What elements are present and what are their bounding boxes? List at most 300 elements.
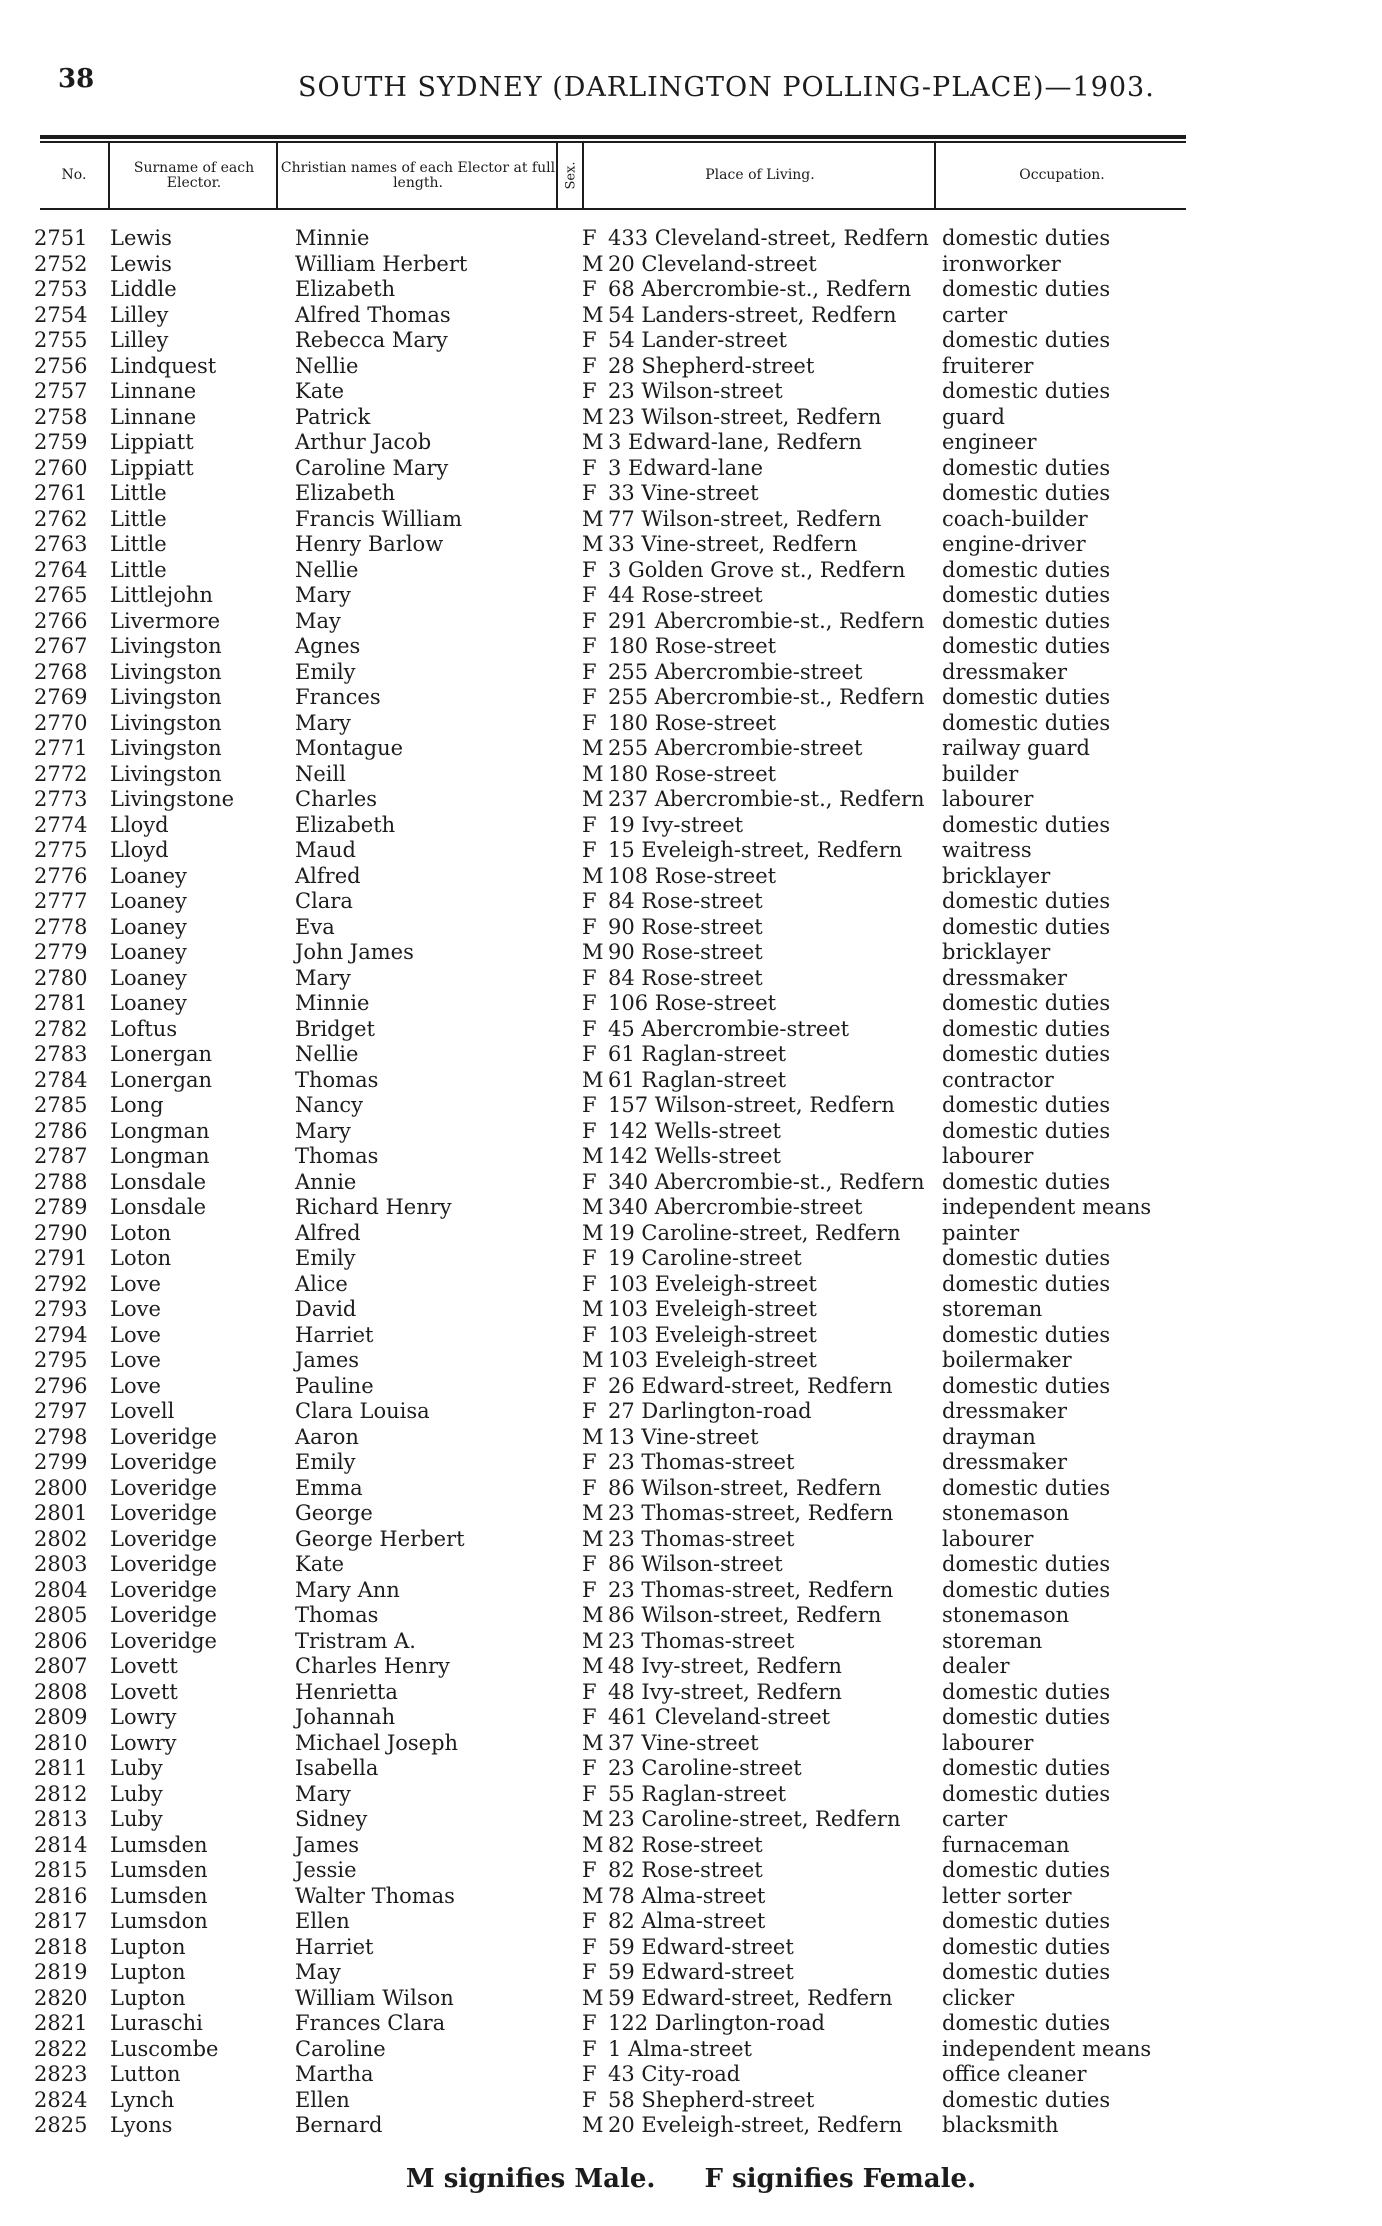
elector-christian-names: Kate	[295, 1552, 345, 1576]
elector-place: 15 Eveleigh-street, Redfern	[608, 838, 903, 862]
elector-occupation: engine-driver	[942, 532, 1086, 556]
elector-christian-names: Mary	[295, 1781, 351, 1806]
elector-place: 23 Caroline-street	[608, 1756, 802, 1780]
table-row	[0, 711, 1382, 737]
elector-place: 86 Wilson-street, Redfern	[608, 1475, 882, 1500]
elector-occupation: clicker	[942, 1985, 1015, 2010]
elector-sex: F	[582, 226, 597, 250]
elector-occupation: domestic duties	[942, 1934, 1111, 1959]
elector-surname: Loveridge	[110, 1552, 217, 1576]
elector-occupation: domestic duties	[942, 277, 1111, 301]
elector-number: 2781	[34, 991, 88, 1015]
elector-christian-names: Caroline	[295, 2036, 386, 2061]
elector-place: 86 Wilson-street, Redfern	[608, 1603, 882, 1627]
table-row	[0, 915, 1382, 941]
elector-occupation: dressmaker	[942, 1399, 1068, 1423]
table-row	[0, 583, 1382, 609]
table-row	[0, 354, 1382, 380]
elector-christian-names: Clara	[295, 889, 353, 913]
elector-place: 45 Abercrombie-street	[608, 1016, 850, 1041]
elector-place: 68 Abercrombie-st., Redfern	[608, 277, 912, 301]
elector-place: 433 Cleveland-street, Redfern	[608, 226, 929, 250]
elector-surname: Loveridge	[110, 1501, 217, 1525]
elector-occupation: storeman	[942, 1297, 1043, 1321]
elector-sex: M	[582, 1297, 604, 1321]
table-row	[0, 456, 1382, 482]
table-row	[0, 1603, 1382, 1629]
elector-occupation: domestic duties	[942, 1118, 1111, 1143]
elector-christian-names: James	[295, 1832, 360, 1857]
elector-place: 84 Rose-street	[608, 889, 763, 913]
table-row	[0, 940, 1382, 966]
elector-number: 2799	[34, 1450, 88, 1474]
table-row	[0, 1552, 1382, 1578]
elector-number: 2782	[34, 1016, 88, 1041]
elector-place: 340 Abercrombie-st., Redfern	[608, 1169, 925, 1194]
elector-number: 2775	[34, 838, 88, 862]
elector-place: 23 Wilson-street	[608, 379, 783, 403]
elector-number: 2758	[34, 404, 88, 429]
elector-number: 2788	[34, 1169, 88, 1194]
elector-surname: Loveridge	[110, 1450, 217, 1474]
elector-place: 255 Abercrombie-st., Redfern	[608, 685, 925, 709]
table-row	[0, 558, 1382, 584]
elector-place: 90 Rose-street	[608, 940, 763, 964]
elector-number: 2790	[34, 1220, 88, 1245]
elector-christian-names: Michael Joseph	[295, 1730, 459, 1755]
elector-christian-names: Isabella	[295, 1756, 379, 1780]
elector-number: 2806	[34, 1628, 88, 1653]
elector-number: 2756	[34, 353, 88, 378]
elector-occupation: carter	[942, 1807, 1008, 1831]
elector-place: 43 City-road	[608, 2062, 741, 2086]
table-row	[0, 430, 1382, 456]
elector-place: 23 Thomas-street	[608, 1450, 795, 1474]
elector-place: 20 Eveleigh-street, Redfern	[608, 2113, 903, 2137]
elector-sex: F	[582, 379, 597, 403]
elector-christian-names: Nancy	[295, 1093, 364, 1117]
elector-surname: Lewis	[110, 226, 172, 250]
elector-occupation: engineer	[942, 430, 1037, 454]
elector-surname: Lloyd	[110, 838, 169, 862]
elector-occupation: domestic duties	[942, 455, 1111, 480]
elector-sex: F	[582, 1705, 597, 1729]
elector-sex: M	[582, 251, 604, 276]
table-row	[0, 966, 1382, 992]
elector-occupation: domestic duties	[942, 2087, 1111, 2112]
elector-number: 2762	[34, 506, 88, 531]
elector-place: 13 Vine-street	[608, 1424, 759, 1449]
elector-sex: M	[582, 1603, 604, 1627]
elector-place: 180 Rose-street	[608, 634, 777, 658]
elector-sex: F	[582, 965, 597, 990]
elector-surname: Loaney	[110, 965, 187, 990]
elector-christian-names: Aaron	[295, 1424, 359, 1449]
elector-occupation: boilermaker	[942, 1348, 1072, 1372]
table-row	[0, 379, 1382, 405]
elector-christian-names: Alfred Thomas	[295, 302, 451, 327]
elector-surname: Lonergan	[110, 1042, 213, 1066]
elector-occupation: domestic duties	[942, 1909, 1111, 1933]
elector-occupation: domestic duties	[942, 710, 1111, 735]
elector-occupation: domestic duties	[942, 1858, 1111, 1882]
elector-sex: M	[582, 302, 604, 327]
elector-occupation: domestic duties	[942, 991, 1111, 1015]
elector-place: 82 Rose-street	[608, 1858, 763, 1882]
elector-christian-names: Henry Barlow	[295, 532, 444, 556]
elector-christian-names: Jessie	[295, 1858, 357, 1882]
elector-number: 2795	[34, 1348, 88, 1372]
elector-number: 2779	[34, 940, 88, 964]
elector-occupation: carter	[942, 302, 1008, 327]
elector-christian-names: Frances Clara	[295, 2011, 446, 2035]
table-row	[0, 787, 1382, 813]
elector-occupation: labourer	[942, 1144, 1034, 1168]
elector-number: 2780	[34, 965, 88, 990]
elector-number: 2801	[34, 1501, 88, 1525]
table-row	[0, 252, 1382, 278]
elector-number: 2752	[34, 251, 88, 276]
elector-place: 23 Thomas-street	[608, 1628, 795, 1653]
elector-sex: F	[582, 608, 597, 633]
elector-number: 2787	[34, 1144, 88, 1168]
elector-place: 19 Ivy-street	[608, 812, 744, 837]
elector-occupation: domestic duties	[942, 1552, 1111, 1576]
elector-surname: Lumsden	[110, 1858, 208, 1882]
elector-surname: Lilley	[110, 302, 169, 327]
elector-christian-names: Caroline Mary	[295, 455, 449, 480]
table-row	[0, 1017, 1382, 1043]
elector-number: 2825	[34, 2113, 88, 2137]
table-row	[0, 1246, 1382, 1272]
elector-place: 86 Wilson-street	[608, 1552, 783, 1576]
elector-place: 58 Shepherd-street	[608, 2087, 815, 2112]
elector-occupation: coach-builder	[942, 506, 1088, 531]
table-row	[0, 1527, 1382, 1553]
elector-sex: M	[582, 736, 604, 760]
elector-sex: F	[582, 889, 597, 913]
elector-occupation: office cleaner	[942, 2062, 1087, 2086]
elector-surname: Lloyd	[110, 812, 169, 837]
elector-sex: M	[582, 1220, 604, 1245]
elector-place: 3 Edward-lane	[608, 455, 764, 480]
elector-sex: F	[582, 1858, 597, 1882]
elector-number: 2809	[34, 1705, 88, 1729]
elector-surname: Loveridge	[110, 1628, 217, 1653]
elector-christian-names: Francis William	[295, 506, 463, 531]
table-row	[0, 481, 1382, 507]
elector-surname: Linnane	[110, 379, 197, 403]
elector-number: 2764	[34, 557, 88, 582]
elector-christian-names: Clara Louisa	[295, 1399, 430, 1423]
table-row	[0, 2062, 1382, 2088]
elector-surname: Lindquest	[110, 353, 217, 378]
elector-surname: Longman	[110, 1118, 210, 1143]
elector-number: 2821	[34, 2011, 88, 2035]
table-row	[0, 1782, 1382, 1808]
elector-occupation: domestic duties	[942, 1322, 1111, 1347]
elector-sex: F	[582, 1781, 597, 1806]
elector-christian-names: Alfred	[295, 863, 361, 888]
elector-number: 2753	[34, 277, 88, 301]
header-rule-top	[40, 135, 1186, 139]
header-surname: Surname of each Elector.	[108, 143, 278, 208]
elector-surname: Liddle	[110, 277, 177, 301]
table-row	[0, 328, 1382, 354]
elector-surname: Loaney	[110, 863, 187, 888]
header-occupation: Occupation.	[934, 143, 1188, 208]
elector-number: 2808	[34, 1679, 88, 1704]
elector-surname: Loaney	[110, 889, 187, 913]
elector-sex: F	[582, 2036, 597, 2061]
elector-number: 2818	[34, 1934, 88, 1959]
elector-number: 2798	[34, 1424, 88, 1449]
elector-surname: Loaney	[110, 940, 187, 964]
elector-christian-names: Ellen	[295, 1909, 350, 1933]
table-row	[0, 2037, 1382, 2063]
elector-occupation: domestic duties	[942, 1756, 1111, 1780]
elector-surname: Lowry	[110, 1705, 177, 1729]
elector-occupation: domestic duties	[942, 1781, 1111, 1806]
elector-surname: Love	[110, 1348, 161, 1372]
elector-occupation: domestic duties	[942, 812, 1111, 837]
elector-number: 2765	[34, 583, 88, 607]
elector-surname: Lovett	[110, 1654, 178, 1678]
elector-place: 28 Shepherd-street	[608, 353, 815, 378]
elector-sex: M	[582, 430, 604, 454]
elector-number: 2813	[34, 1807, 88, 1831]
elector-christian-names: James	[295, 1348, 360, 1372]
elector-sex: F	[582, 2011, 597, 2035]
elector-sex: F	[582, 1373, 597, 1398]
elector-occupation: domestic duties	[942, 1960, 1111, 1984]
elector-christian-names: Charles	[295, 787, 378, 811]
elector-place: 106 Rose-street	[608, 991, 777, 1015]
elector-occupation: domestic duties	[942, 914, 1111, 939]
elector-list	[0, 226, 1382, 2139]
header-place: Place of Living.	[582, 143, 936, 208]
elector-number: 2820	[34, 1985, 88, 2010]
elector-surname: Little	[110, 481, 167, 505]
elector-place: 255 Abercrombie-street	[608, 736, 863, 760]
elector-surname: Lumsdon	[110, 1909, 208, 1933]
elector-christian-names: Emily	[295, 1246, 356, 1270]
table-row	[0, 1170, 1382, 1196]
elector-place: 27 Darlington-road	[608, 1399, 812, 1423]
elector-sex: M	[582, 1654, 604, 1678]
elector-occupation: dressmaker	[942, 965, 1068, 990]
table-row	[0, 1425, 1382, 1451]
elector-surname: Lumsden	[110, 1832, 208, 1857]
elector-occupation: domestic duties	[942, 557, 1111, 582]
table-row	[0, 1272, 1382, 1298]
elector-surname: Lowry	[110, 1730, 177, 1755]
elector-surname: Love	[110, 1373, 161, 1398]
elector-christian-names: Minnie	[295, 991, 370, 1015]
table-row	[0, 1935, 1382, 1961]
table-row	[0, 1144, 1382, 1170]
elector-christian-names: Neill	[295, 761, 346, 786]
elector-place: 103 Eveleigh-street	[608, 1322, 817, 1347]
elector-christian-names: Bridget	[295, 1016, 375, 1041]
elector-sex: F	[582, 1450, 597, 1474]
elector-number: 2770	[34, 710, 88, 735]
elector-surname: Lovell	[110, 1399, 175, 1423]
elector-christian-names: May	[295, 1960, 341, 1984]
elector-surname: Lonsdale	[110, 1195, 206, 1219]
elector-number: 2754	[34, 302, 88, 327]
elector-christian-names: Johannah	[295, 1705, 396, 1729]
elector-surname: Loveridge	[110, 1526, 217, 1551]
elector-number: 2772	[34, 761, 88, 786]
elector-sex: F	[582, 557, 597, 582]
elector-occupation: labourer	[942, 787, 1034, 811]
elector-place: 59 Edward-street	[608, 1934, 794, 1959]
elector-sex: F	[582, 1577, 597, 1602]
elector-occupation: storeman	[942, 1628, 1043, 1653]
elector-occupation: domestic duties	[942, 1679, 1111, 1704]
elector-place: 37 Vine-street	[608, 1730, 759, 1755]
elector-place: 103 Eveleigh-street	[608, 1271, 817, 1296]
elector-place: 461 Cleveland-street	[608, 1705, 831, 1729]
elector-sex: F	[582, 2062, 597, 2086]
elector-surname: Livingston	[110, 761, 222, 786]
table-row	[0, 226, 1382, 252]
table-row	[0, 864, 1382, 890]
elector-occupation: domestic duties	[942, 1093, 1111, 1117]
header-christian-names: Christian names of each Elector at full length.	[276, 143, 558, 208]
elector-christian-names: Bernard	[295, 2113, 383, 2137]
elector-christian-names: Mary	[295, 965, 351, 990]
elector-christian-names: Ellen	[295, 2087, 350, 2112]
table-row	[0, 609, 1382, 635]
elector-number: 2759	[34, 430, 88, 454]
elector-occupation: letter sorter	[942, 1883, 1072, 1908]
table-row	[0, 736, 1382, 762]
elector-number: 2773	[34, 787, 88, 811]
elector-sex: M	[582, 532, 604, 556]
elector-sex: F	[582, 2087, 597, 2112]
table-row	[0, 277, 1382, 303]
elector-sex: M	[582, 940, 604, 964]
elector-number: 2771	[34, 736, 88, 760]
elector-occupation: domestic duties	[942, 1271, 1111, 1296]
elector-surname: Loveridge	[110, 1475, 217, 1500]
elector-number: 2768	[34, 659, 88, 684]
elector-christian-names: Walter Thomas	[295, 1883, 455, 1908]
elector-occupation: domestic duties	[942, 1042, 1111, 1066]
elector-place: 142 Wells-street	[608, 1118, 781, 1143]
elector-place: 23 Thomas-street, Redfern	[608, 1501, 894, 1525]
elector-surname: Loaney	[110, 914, 187, 939]
elector-occupation: railway guard	[942, 736, 1090, 760]
elector-christian-names: Thomas	[295, 1144, 379, 1168]
elector-number: 2819	[34, 1960, 88, 1984]
elector-christian-names: Martha	[295, 2062, 374, 2086]
elector-surname: Luby	[110, 1781, 163, 1806]
table-row	[0, 532, 1382, 558]
elector-surname: Little	[110, 557, 167, 582]
elector-number: 2810	[34, 1730, 88, 1755]
elector-number: 2812	[34, 1781, 88, 1806]
table-row	[0, 303, 1382, 329]
elector-sex: F	[582, 1093, 597, 1117]
elector-place: 90 Rose-street	[608, 914, 763, 939]
elector-surname: Luby	[110, 1807, 163, 1831]
elector-number: 2776	[34, 863, 88, 888]
table-row	[0, 1476, 1382, 1502]
elector-surname: Lilley	[110, 328, 169, 352]
elector-place: 26 Edward-street, Redfern	[608, 1373, 893, 1398]
elector-place: 48 Ivy-street, Redfern	[608, 1654, 842, 1678]
elector-surname: Livingstone	[110, 787, 235, 811]
elector-sex: F	[582, 1756, 597, 1780]
elector-place: 103 Eveleigh-street	[608, 1348, 817, 1372]
elector-surname: Loaney	[110, 991, 187, 1015]
elector-sex: F	[582, 685, 597, 709]
elector-christian-names: Elizabeth	[295, 481, 396, 505]
elector-christian-names: Emma	[295, 1475, 363, 1500]
elector-number: 2786	[34, 1118, 88, 1143]
elector-place: 19 Caroline-street	[608, 1246, 802, 1270]
elector-sex: F	[582, 1271, 597, 1296]
table-row	[0, 1450, 1382, 1476]
elector-occupation: contractor	[942, 1067, 1054, 1092]
elector-place: 108 Rose-street	[608, 863, 777, 888]
elector-place: 77 Wilson-street, Redfern	[608, 506, 882, 531]
elector-surname: Lippiatt	[110, 455, 194, 480]
elector-christian-names: Eva	[295, 914, 335, 939]
elector-surname: Lupton	[110, 1985, 186, 2010]
table-row	[0, 1884, 1382, 1910]
footer-legend	[0, 2164, 1382, 2194]
elector-christian-names: Henrietta	[295, 1679, 398, 1704]
elector-christian-names: Pauline	[295, 1373, 374, 1398]
table-row	[0, 1399, 1382, 1425]
elector-sex: M	[582, 506, 604, 531]
elector-number: 2763	[34, 532, 88, 556]
elector-place: 23 Thomas-street	[608, 1526, 795, 1551]
elector-sex: M	[582, 1348, 604, 1372]
elector-surname: Loton	[110, 1246, 172, 1270]
elector-occupation: furnaceman	[942, 1832, 1070, 1857]
elector-christian-names: May	[295, 608, 341, 633]
elector-number: 2814	[34, 1832, 88, 1857]
table-row	[0, 1731, 1382, 1757]
elector-number: 2751	[34, 226, 88, 250]
elector-sex: M	[582, 1526, 604, 1551]
table-row	[0, 1501, 1382, 1527]
table-row	[0, 1756, 1382, 1782]
table-row	[0, 405, 1382, 431]
elector-sex: F	[582, 1169, 597, 1194]
elector-number: 2783	[34, 1042, 88, 1066]
elector-sex: M	[582, 1832, 604, 1857]
elector-occupation: painter	[942, 1220, 1020, 1245]
elector-number: 2823	[34, 2062, 88, 2086]
table-header	[40, 143, 1186, 208]
elector-occupation: domestic duties	[942, 608, 1111, 633]
elector-christian-names: Thomas	[295, 1603, 379, 1627]
elector-sex: F	[582, 838, 597, 862]
elector-number: 2755	[34, 328, 88, 352]
elector-sex: F	[582, 481, 597, 505]
elector-occupation: independent means	[942, 1195, 1152, 1219]
elector-place: 55 Raglan-street	[608, 1781, 787, 1806]
table-row	[0, 1323, 1382, 1349]
elector-number: 2774	[34, 812, 88, 837]
elector-christian-names: Mary	[295, 710, 351, 735]
